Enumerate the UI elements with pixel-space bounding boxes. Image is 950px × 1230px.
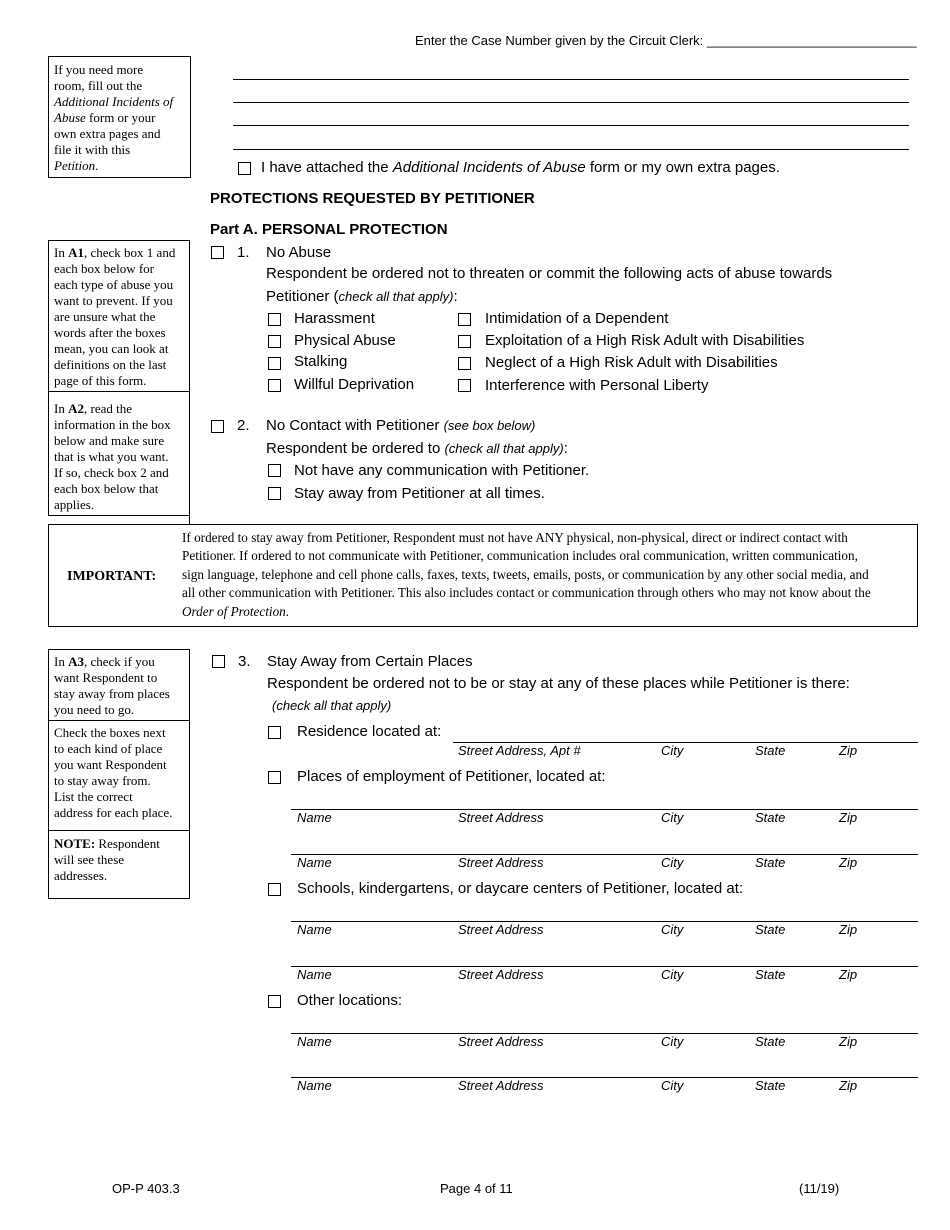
sidebar-text: address for each place. <box>54 805 173 820</box>
sidebar-text: are unsure what the <box>54 309 156 324</box>
no-contact-checkbox[interactable] <box>211 420 224 433</box>
residence-label: Residence located at: <box>297 723 442 740</box>
street-label: Street Address <box>458 855 544 870</box>
attached-pages-checkbox[interactable] <box>238 162 251 175</box>
willful-deprivation-checkbox[interactable] <box>268 379 281 392</box>
sidebar-text: Abuse form or your <box>54 110 156 125</box>
sidebar-text: applies. <box>54 497 95 512</box>
employment-address-line-1[interactable] <box>291 809 918 810</box>
interference-label: Interference with Personal Liberty <box>485 377 709 394</box>
no-contact-desc: Respondent be ordered to (check all that apply): <box>266 440 568 457</box>
city-label: City <box>661 810 684 825</box>
case-number-label: Enter the Case Number given by the Circuit Clerk: <box>415 33 704 48</box>
no-abuse-desc-2: Petitioner (check all that apply): <box>266 288 458 305</box>
item-1-number: 1. <box>237 244 250 261</box>
case-number-blank[interactable]: _____________________________ <box>706 33 917 48</box>
sidebar-text: definitions on the last <box>54 357 167 372</box>
intimidation-checkbox[interactable] <box>458 313 471 326</box>
page-number: Page 4 of 11 <box>440 1181 513 1196</box>
state-label: State <box>755 1078 786 1093</box>
stalking-checkbox[interactable] <box>268 357 281 370</box>
stay-away-places-title: Stay Away from Certain Places <box>267 653 473 670</box>
sidebar-text: each box below that <box>54 481 159 496</box>
residence-checkbox[interactable] <box>268 726 281 739</box>
name-label: Name <box>297 967 332 982</box>
other-address-line-1[interactable] <box>291 1033 918 1034</box>
incident-write-line[interactable] <box>233 149 909 150</box>
case-number-prompt <box>415 33 917 49</box>
zip-label: Zip <box>839 922 858 937</box>
zip-label: Zip <box>839 810 858 825</box>
stay-away-checkbox[interactable] <box>268 487 281 500</box>
sidebar-text: want to prevent. If you <box>54 293 173 308</box>
street-label: Street Address <box>458 922 544 937</box>
stay-away-places-desc: Respondent be ordered not to be or stay at any of these places while Petitioner is there: <box>267 675 850 692</box>
sidebar-text: to stay away from. <box>54 773 151 788</box>
sidebar-text: Additional Incidents of <box>54 94 174 109</box>
zip-label: Zip <box>839 743 858 758</box>
state-label: State <box>755 855 786 870</box>
sidebar-divider <box>49 830 189 831</box>
sidebar-text: Check the boxes next <box>54 725 166 740</box>
sidebar-text: Petition. <box>54 158 99 173</box>
important-text: If ordered to stay away from Petitioner, Respondent must not have ANY physical, non-physical, direct or indirect contact with Petitioner. If ordered to not communicate with Petitioner, communication includes oral communication, written communication, sign language, telephone and cell phone calls, faxes, texts, tweets, emails, posts, or communication by any other social media, and all other communication with Petitioner. This also includes contact or communication through others who may not know about the Order of Protection. <box>182 530 871 619</box>
section-title: PROTECTIONS REQUESTED BY PETITIONER <box>210 190 535 207</box>
city-label: City <box>661 855 684 870</box>
other-locations-checkbox[interactable] <box>268 995 281 1008</box>
intimidation-label: Intimidation of a Dependent <box>485 310 669 327</box>
employment-label: Places of employment of Petitioner, located at: <box>297 768 606 785</box>
important-notice-box <box>48 524 918 627</box>
schools-checkbox[interactable] <box>268 883 281 896</box>
harassment-label: Harassment <box>294 310 375 327</box>
incident-write-line[interactable] <box>233 102 909 103</box>
sidebar-text: information in the box <box>54 417 171 432</box>
name-label: Name <box>297 1034 332 1049</box>
street-label: Street Address <box>458 967 544 982</box>
item-3-number: 3. <box>238 653 251 670</box>
sidebar-text: each type of abuse you <box>54 277 174 292</box>
name-label: Name <box>297 922 332 937</box>
stay-away-places-checkbox[interactable] <box>212 655 225 668</box>
willful-deprivation-label: Willful Deprivation <box>294 376 415 393</box>
stalking-label: Stalking <box>294 353 348 370</box>
item-2-number: 2. <box>237 417 250 434</box>
other-address-line-2[interactable] <box>291 1077 918 1078</box>
city-label: City <box>661 922 684 937</box>
zip-label: Zip <box>839 855 858 870</box>
employment-address-line-2[interactable] <box>291 854 918 855</box>
sidebar-text: room, fill out the <box>54 78 143 93</box>
sidebar-text: will see these <box>54 852 125 867</box>
sidebar-text: that is what you want. <box>54 449 169 464</box>
sidebar-text: to each kind of place <box>54 741 163 756</box>
other-locations-label: Other locations: <box>297 992 403 1009</box>
state-label: State <box>755 743 786 758</box>
state-label: State <box>755 1034 786 1049</box>
neglect-label: Neglect of a High Risk Adult with Disabilities <box>485 354 778 371</box>
neglect-checkbox[interactable] <box>458 357 471 370</box>
city-label: City <box>661 1034 684 1049</box>
schools-label: Schools, kindergartens, or daycare centers of Petitioner, located at: <box>297 880 744 897</box>
sidebar-text: want Respondent to <box>54 670 158 685</box>
sidebar-text: you need to go. <box>54 702 135 717</box>
exploitation-label: Exploitation of a High Risk Adult with Disabilities <box>485 332 805 349</box>
sidebar-text: words after the boxes <box>54 325 166 340</box>
sidebar-text: each box below for <box>54 261 154 276</box>
sidebar-a1-a2 <box>48 240 189 516</box>
no-communication-label: Not have any communication with Petitioner. <box>294 462 590 479</box>
state-label: State <box>755 810 786 825</box>
physical-abuse-label: Physical Abuse <box>294 332 396 349</box>
sidebar-text: you want Respondent <box>54 757 167 772</box>
street-label: Street Address <box>458 1034 544 1049</box>
name-label: Name <box>297 855 332 870</box>
check-all-note: (check all that apply) <box>272 698 392 713</box>
no-contact-title: No Contact with Petitioner (see box below) <box>266 417 536 434</box>
sidebar-text: own extra pages and <box>54 126 161 141</box>
no-abuse-checkbox[interactable] <box>211 246 224 259</box>
sidebar-text: In A1, check box 1 and <box>54 245 176 260</box>
sidebar-text: mean, you can look at <box>54 341 169 356</box>
form-id: OP-P 403.3 <box>112 1181 180 1196</box>
sidebar-text: page of this form. <box>54 373 147 388</box>
sidebar-right-rule <box>189 240 190 524</box>
sidebar-a3 <box>48 649 190 899</box>
sidebar-text: below and make sure <box>54 433 165 448</box>
sidebar-text: NOTE: Respondent <box>54 836 160 851</box>
sidebar-text: stay away from places <box>54 686 170 701</box>
interference-checkbox[interactable] <box>458 379 471 392</box>
schools-address-line-1[interactable] <box>291 921 918 922</box>
zip-label: Zip <box>839 1078 858 1093</box>
important-label: IMPORTANT: <box>67 569 157 584</box>
zip-label: Zip <box>839 1034 858 1049</box>
sidebar-text: If so, check box 2 and <box>54 465 169 480</box>
sidebar-text: In A3, check if you <box>54 654 155 669</box>
incident-write-line[interactable] <box>233 125 909 126</box>
street-label: Street Address <box>458 810 544 825</box>
sidebar-text: In A2, read the <box>54 401 132 416</box>
no-abuse-title: No Abuse <box>266 244 332 261</box>
exploitation-checkbox[interactable] <box>458 335 471 348</box>
sidebar-text: file it with this <box>54 142 131 157</box>
sidebar-divider <box>49 720 189 721</box>
form-date: (11/19) <box>799 1181 840 1196</box>
part-a-title: Part A. PERSONAL PROTECTION <box>210 221 448 238</box>
employment-checkbox[interactable] <box>268 771 281 784</box>
state-label: State <box>755 967 786 982</box>
physical-abuse-checkbox[interactable] <box>268 335 281 348</box>
schools-address-line-2[interactable] <box>291 966 918 967</box>
city-label: City <box>661 1078 684 1093</box>
stay-away-label: Stay away from Petitioner at all times. <box>294 485 545 502</box>
sidebar-incidents-note <box>48 56 191 178</box>
sidebar-divider <box>49 391 190 392</box>
state-label: State <box>755 922 786 937</box>
city-label: City <box>661 743 684 758</box>
sidebar-text: addresses. <box>54 868 108 883</box>
street-label: Street Address <box>458 1078 544 1093</box>
no-abuse-desc: Respondent be ordered not to threaten or commit the following acts of abuse towards <box>266 265 833 282</box>
no-communication-checkbox[interactable] <box>268 464 281 477</box>
attached-pages-label: I have attached the Additional Incidents of Abuse form or my own extra pages. <box>261 159 780 176</box>
incident-write-line[interactable] <box>233 79 909 80</box>
name-label: Name <box>297 1078 332 1093</box>
harassment-checkbox[interactable] <box>268 313 281 326</box>
sidebar-text: List the correct <box>54 789 133 804</box>
name-label: Name <box>297 810 332 825</box>
sidebar-text: If you need more <box>54 62 144 77</box>
city-label: City <box>661 967 684 982</box>
street-apt-label: Street Address, Apt # <box>458 743 581 758</box>
zip-label: Zip <box>839 967 858 982</box>
